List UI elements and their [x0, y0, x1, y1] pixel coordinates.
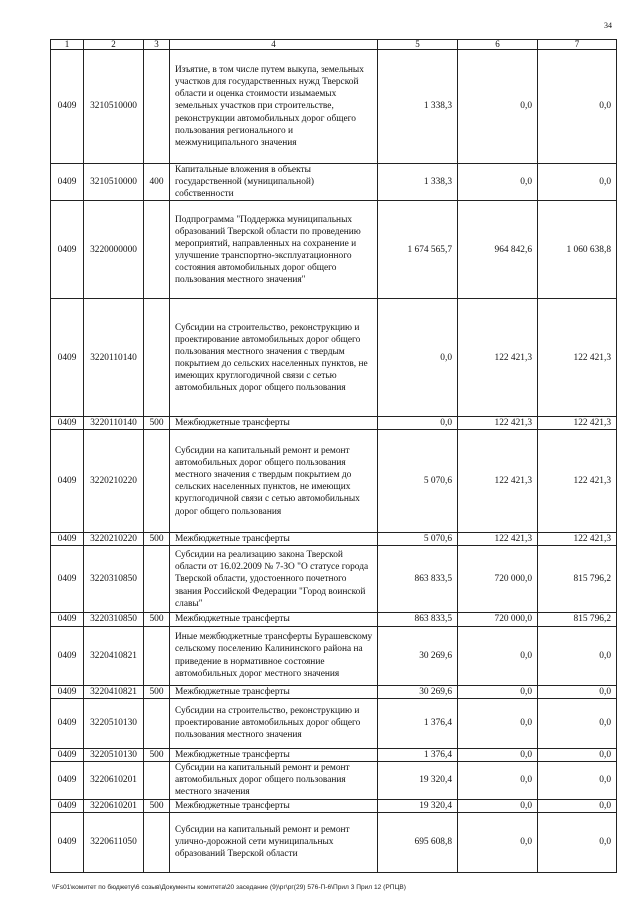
expense-type-cell: 500 [144, 748, 170, 761]
amount-col5-cell: 1 338,3 [378, 164, 458, 201]
amount-col7-cell: 0,0 [538, 698, 617, 748]
amount-col5-cell: 863 833,5 [378, 613, 458, 626]
section-code-cell: 0409 [51, 201, 84, 299]
amount-col5-cell: 1 338,3 [378, 50, 458, 164]
amount-col6-cell: 0,0 [458, 626, 538, 685]
amount-col7-cell: 815 796,2 [538, 613, 617, 626]
table-row [51, 299, 617, 417]
item-name-cell: Межбюджетные трансферты [170, 685, 378, 698]
target-article-cell: 3210510000 [84, 164, 144, 201]
amount-col7-cell: 0,0 [538, 748, 617, 761]
amount-col5-cell: 30 269,6 [378, 626, 458, 685]
expense-type-cell [144, 761, 170, 799]
amount-col6-cell: 0,0 [458, 799, 538, 812]
section-code-cell: 0409 [51, 50, 84, 164]
item-name-cell: Межбюджетные трансферты [170, 799, 378, 812]
amount-col6-cell: 0,0 [458, 761, 538, 799]
table-row [51, 748, 617, 761]
amount-col6-cell: 720 000,0 [458, 613, 538, 626]
amount-col6-cell: 0,0 [458, 685, 538, 698]
target-article-cell: 3220310850 [84, 546, 144, 613]
expense-type-cell: 500 [144, 533, 170, 546]
amount-col5-cell: 0,0 [378, 417, 458, 430]
amount-col7-cell: 122 421,3 [538, 299, 617, 417]
amount-col7-cell: 122 421,3 [538, 533, 617, 546]
expense-type-cell [144, 546, 170, 613]
expense-type-cell [144, 50, 170, 164]
section-code-cell: 0409 [51, 164, 84, 201]
amount-col6-cell: 122 421,3 [458, 533, 538, 546]
target-article-cell: 3220000000 [84, 201, 144, 299]
item-name-cell: Субсидии на строительство, реконструкцию и проектирование автомобильных дорог общего пользования местного значения [170, 698, 378, 748]
item-name-cell: Капитальные вложения в объекты государственной (муниципальной) собственности [170, 164, 378, 201]
item-name-cell: Субсидии на строительство, реконструкцию и проектирование автомобильных дорог общего пользования местного значения с твердым покрытием до сельских населенных пунктов, не имеющих круглогодичной связи с сетью автомобильных дорог общего пользования [170, 299, 378, 417]
amount-col7-cell: 0,0 [538, 626, 617, 685]
section-code-cell: 0409 [51, 799, 84, 812]
section-code-cell: 0409 [51, 626, 84, 685]
section-code-cell: 0409 [51, 698, 84, 748]
amount-col6-cell: 122 421,3 [458, 430, 538, 533]
amount-col6-cell: 0,0 [458, 50, 538, 164]
target-article-cell: 3220410821 [84, 626, 144, 685]
item-name-cell: Субсидии на капитальный ремонт и ремонт автомобильных дорог общего пользования местного значения с твердым покрытием до сельских населенных пунктов, не имеющих круглогодичной связи с сетью автомобильных дорог общего пользования [170, 430, 378, 533]
item-name-cell: Межбюджетные трансферты [170, 533, 378, 546]
column-header: 2 [84, 40, 144, 50]
target-article-cell: 3220210220 [84, 533, 144, 546]
amount-col6-cell: 0,0 [458, 748, 538, 761]
target-article-cell: 3220410821 [84, 685, 144, 698]
footer-file-path: \\Fs01\комитет по бюджету\6 созыв\Документы комитета\20 заседание (9)\рг\рг(29) 576-П-6\Прил 3 Прил 12 (РПЦВ) [52, 884, 406, 891]
column-header: 6 [458, 40, 538, 50]
amount-col5-cell: 30 269,6 [378, 685, 458, 698]
amount-col7-cell: 815 796,2 [538, 546, 617, 613]
item-name-cell: Межбюджетные трансферты [170, 417, 378, 430]
amount-col6-cell: 0,0 [458, 698, 538, 748]
expense-type-cell [144, 698, 170, 748]
target-article-cell: 3220210220 [84, 430, 144, 533]
target-article-cell: 3220110140 [84, 417, 144, 430]
expense-type-cell: 500 [144, 613, 170, 626]
amount-col5-cell: 1 674 565,7 [378, 201, 458, 299]
item-name-cell: Иные межбюджетные трансферты Бурашевскому сельскому поселению Калининского района на приведение в нормативное состояние автомобильных дорог местного значения [170, 626, 378, 685]
table-row [51, 761, 617, 799]
amount-col5-cell: 1 376,4 [378, 748, 458, 761]
table-row [51, 533, 617, 546]
expense-type-cell: 500 [144, 685, 170, 698]
amount-col5-cell: 5 070,6 [378, 430, 458, 533]
amount-col7-cell: 1 060 638,8 [538, 201, 617, 299]
section-code-cell: 0409 [51, 546, 84, 613]
amount-col7-cell: 0,0 [538, 761, 617, 799]
table-row [51, 417, 617, 430]
amount-col7-cell: 0,0 [538, 799, 617, 812]
column-header: 4 [170, 40, 378, 50]
item-name-cell: Субсидии на реализацию закона Тверской области от 16.02.2009 № 7-ЗО "О статусе города Тверской области, удостоенного почетного звания Российской Федерации "Город воинской славы" [170, 546, 378, 613]
target-article-cell: 3220610201 [84, 799, 144, 812]
target-article-cell: 3220610201 [84, 761, 144, 799]
expense-type-cell: 500 [144, 417, 170, 430]
budget-table [50, 39, 617, 873]
amount-col6-cell: 122 421,3 [458, 299, 538, 417]
expense-type-cell [144, 299, 170, 417]
amount-col5-cell: 0,0 [378, 299, 458, 417]
table-row [51, 201, 617, 299]
section-code-cell: 0409 [51, 430, 84, 533]
column-header: 3 [144, 40, 170, 50]
expense-type-cell [144, 430, 170, 533]
item-name-cell: Подпрограмма "Поддержка муниципальных образований Тверской области по проведению мероприятий, направленных на сохранение и улучшение транспортно-эксплуатационного состояния автомобильных дорог общего пользования местного значения" [170, 201, 378, 299]
section-code-cell: 0409 [51, 613, 84, 626]
target-article-cell: 3220310850 [84, 613, 144, 626]
amount-col6-cell: 720 000,0 [458, 546, 538, 613]
target-article-cell: 3220611050 [84, 812, 144, 872]
table-row [51, 698, 617, 748]
amount-col7-cell: 122 421,3 [538, 417, 617, 430]
table-row [51, 685, 617, 698]
item-name-cell: Субсидии на капитальный ремонт и ремонт улично-дорожной сети муниципальных образований Тверской области [170, 812, 378, 872]
section-code-cell: 0409 [51, 761, 84, 799]
page-number: 34 [604, 21, 612, 30]
section-code-cell: 0409 [51, 748, 84, 761]
amount-col6-cell: 122 421,3 [458, 417, 538, 430]
table-header-row [51, 40, 617, 50]
target-article-cell: 3220110140 [84, 299, 144, 417]
item-name-cell: Субсидии на капитальный ремонт и ремонт автомобильных дорог общего пользования местного значения [170, 761, 378, 799]
column-header: 5 [378, 40, 458, 50]
section-code-cell: 0409 [51, 417, 84, 430]
table-row [51, 812, 617, 872]
expense-type-cell [144, 812, 170, 872]
amount-col7-cell: 122 421,3 [538, 430, 617, 533]
table-row [51, 626, 617, 685]
expense-type-cell [144, 626, 170, 685]
amount-col7-cell: 0,0 [538, 685, 617, 698]
item-name-cell: Изъятие, в том числе путем выкупа, земельных участков для государственных нужд Тверской области и оценка стоимости изымаемых земельных участков при строительстве, реконструкции автомобильных дорог общего пользования регионального и межмуниципального значения [170, 50, 378, 164]
table-row [51, 799, 617, 812]
target-article-cell: 3220510130 [84, 698, 144, 748]
column-header: 1 [51, 40, 84, 50]
amount-col5-cell: 695 608,8 [378, 812, 458, 872]
amount-col7-cell: 0,0 [538, 50, 617, 164]
section-code-cell: 0409 [51, 685, 84, 698]
amount-col5-cell: 863 833,5 [378, 546, 458, 613]
table-row [51, 613, 617, 626]
column-header: 7 [538, 40, 617, 50]
amount-col7-cell: 0,0 [538, 164, 617, 201]
amount-col5-cell: 19 320,4 [378, 799, 458, 812]
amount-col7-cell: 0,0 [538, 812, 617, 872]
target-article-cell: 3210510000 [84, 50, 144, 164]
item-name-cell: Межбюджетные трансферты [170, 613, 378, 626]
amount-col5-cell: 5 070,6 [378, 533, 458, 546]
section-code-cell: 0409 [51, 299, 84, 417]
expense-type-cell: 500 [144, 799, 170, 812]
expense-type-cell [144, 201, 170, 299]
amount-col6-cell: 0,0 [458, 812, 538, 872]
amount-col5-cell: 19 320,4 [378, 761, 458, 799]
table-row [51, 430, 617, 533]
table-row [51, 50, 617, 164]
amount-col6-cell: 964 842,6 [458, 201, 538, 299]
table-row [51, 164, 617, 201]
table-row [51, 546, 617, 613]
item-name-cell: Межбюджетные трансферты [170, 748, 378, 761]
amount-col6-cell: 0,0 [458, 164, 538, 201]
section-code-cell: 0409 [51, 533, 84, 546]
amount-col5-cell: 1 376,4 [378, 698, 458, 748]
expense-type-cell: 400 [144, 164, 170, 201]
section-code-cell: 0409 [51, 812, 84, 872]
target-article-cell: 3220510130 [84, 748, 144, 761]
